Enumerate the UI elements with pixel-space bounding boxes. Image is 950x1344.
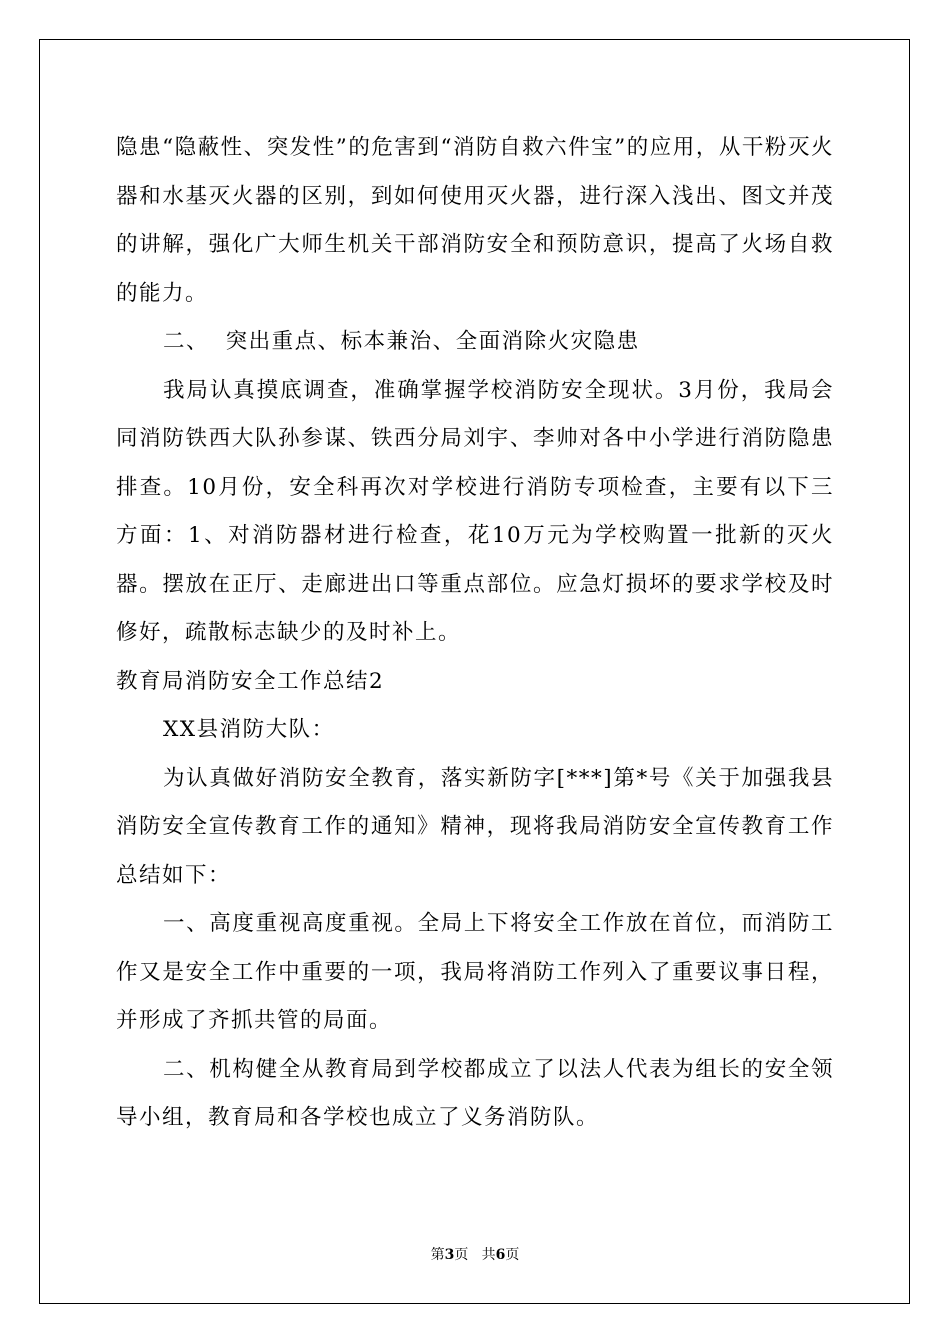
document-body — [116, 124, 834, 1143]
page-footer — [0, 1245, 950, 1265]
paragraph: 二、机构健全从教育局到学校都成立了以法人代表为组长的安全领导小组，教育局和各学校也成立了义务消防队。 — [116, 1056, 834, 1130]
footer-total-unit: 页 — [505, 1247, 520, 1263]
paragraph: 为认真做好消防安全教育，落实新防字[***]第*号《关于加强我县消防安全宣传教育工作的通知》精神，现将我局消防安全宣传教育工作总结如下： — [116, 765, 834, 888]
salutation: XX县消防大队： — [163, 717, 335, 742]
footer-total-prefix: 共 — [481, 1247, 496, 1263]
paragraph-continuation: 隐患“隐蔽性、突发性”的危害到“消防自救六件宝”的应用，从干粉灭火器和水基灭火器的区别，到如何使用灭火器，进行深入浅出、图文并茂的讲解，强化广大师生机关干部消防安全和预防意识，提高了火场自救的能力。 — [116, 135, 834, 306]
paragraph: 一、高度重视高度重视。全局上下将安全工作放在首位，而消防工作又是安全工作中重要的一项，我局将消防工作列入了重要议事日程，并形成了齐抓共管的局面。 — [116, 911, 834, 1033]
footer-prefix: 第 — [430, 1247, 445, 1263]
footer-page-unit: 页 — [454, 1247, 469, 1263]
current-page-number: 3 — [444, 1247, 455, 1263]
paragraph: 我局认真摸底调查，准确掌握学校消防安全现状。3月份，我局会同消防铁西大队孙参谋、铁西分局刘宇、李帅对各中小学进行消防隐患排查。10月份，安全科再次对学校进行消防专项检查，主要有以下三方面：1、对消防器材进行检查，花10万元为学校购置一批新的灭火器。摆放在正厅、走廊进出口等重点部位。应急灯损坏的要求学校及时修好，疏散标志缺少的及时补上。 — [116, 377, 834, 645]
document-title: 教育局消防安全工作总结2 — [116, 668, 385, 694]
section-heading: 二、 突出重点、标本兼治、全面消除火灾隐患 — [163, 329, 640, 354]
total-pages-number: 6 — [495, 1247, 506, 1263]
